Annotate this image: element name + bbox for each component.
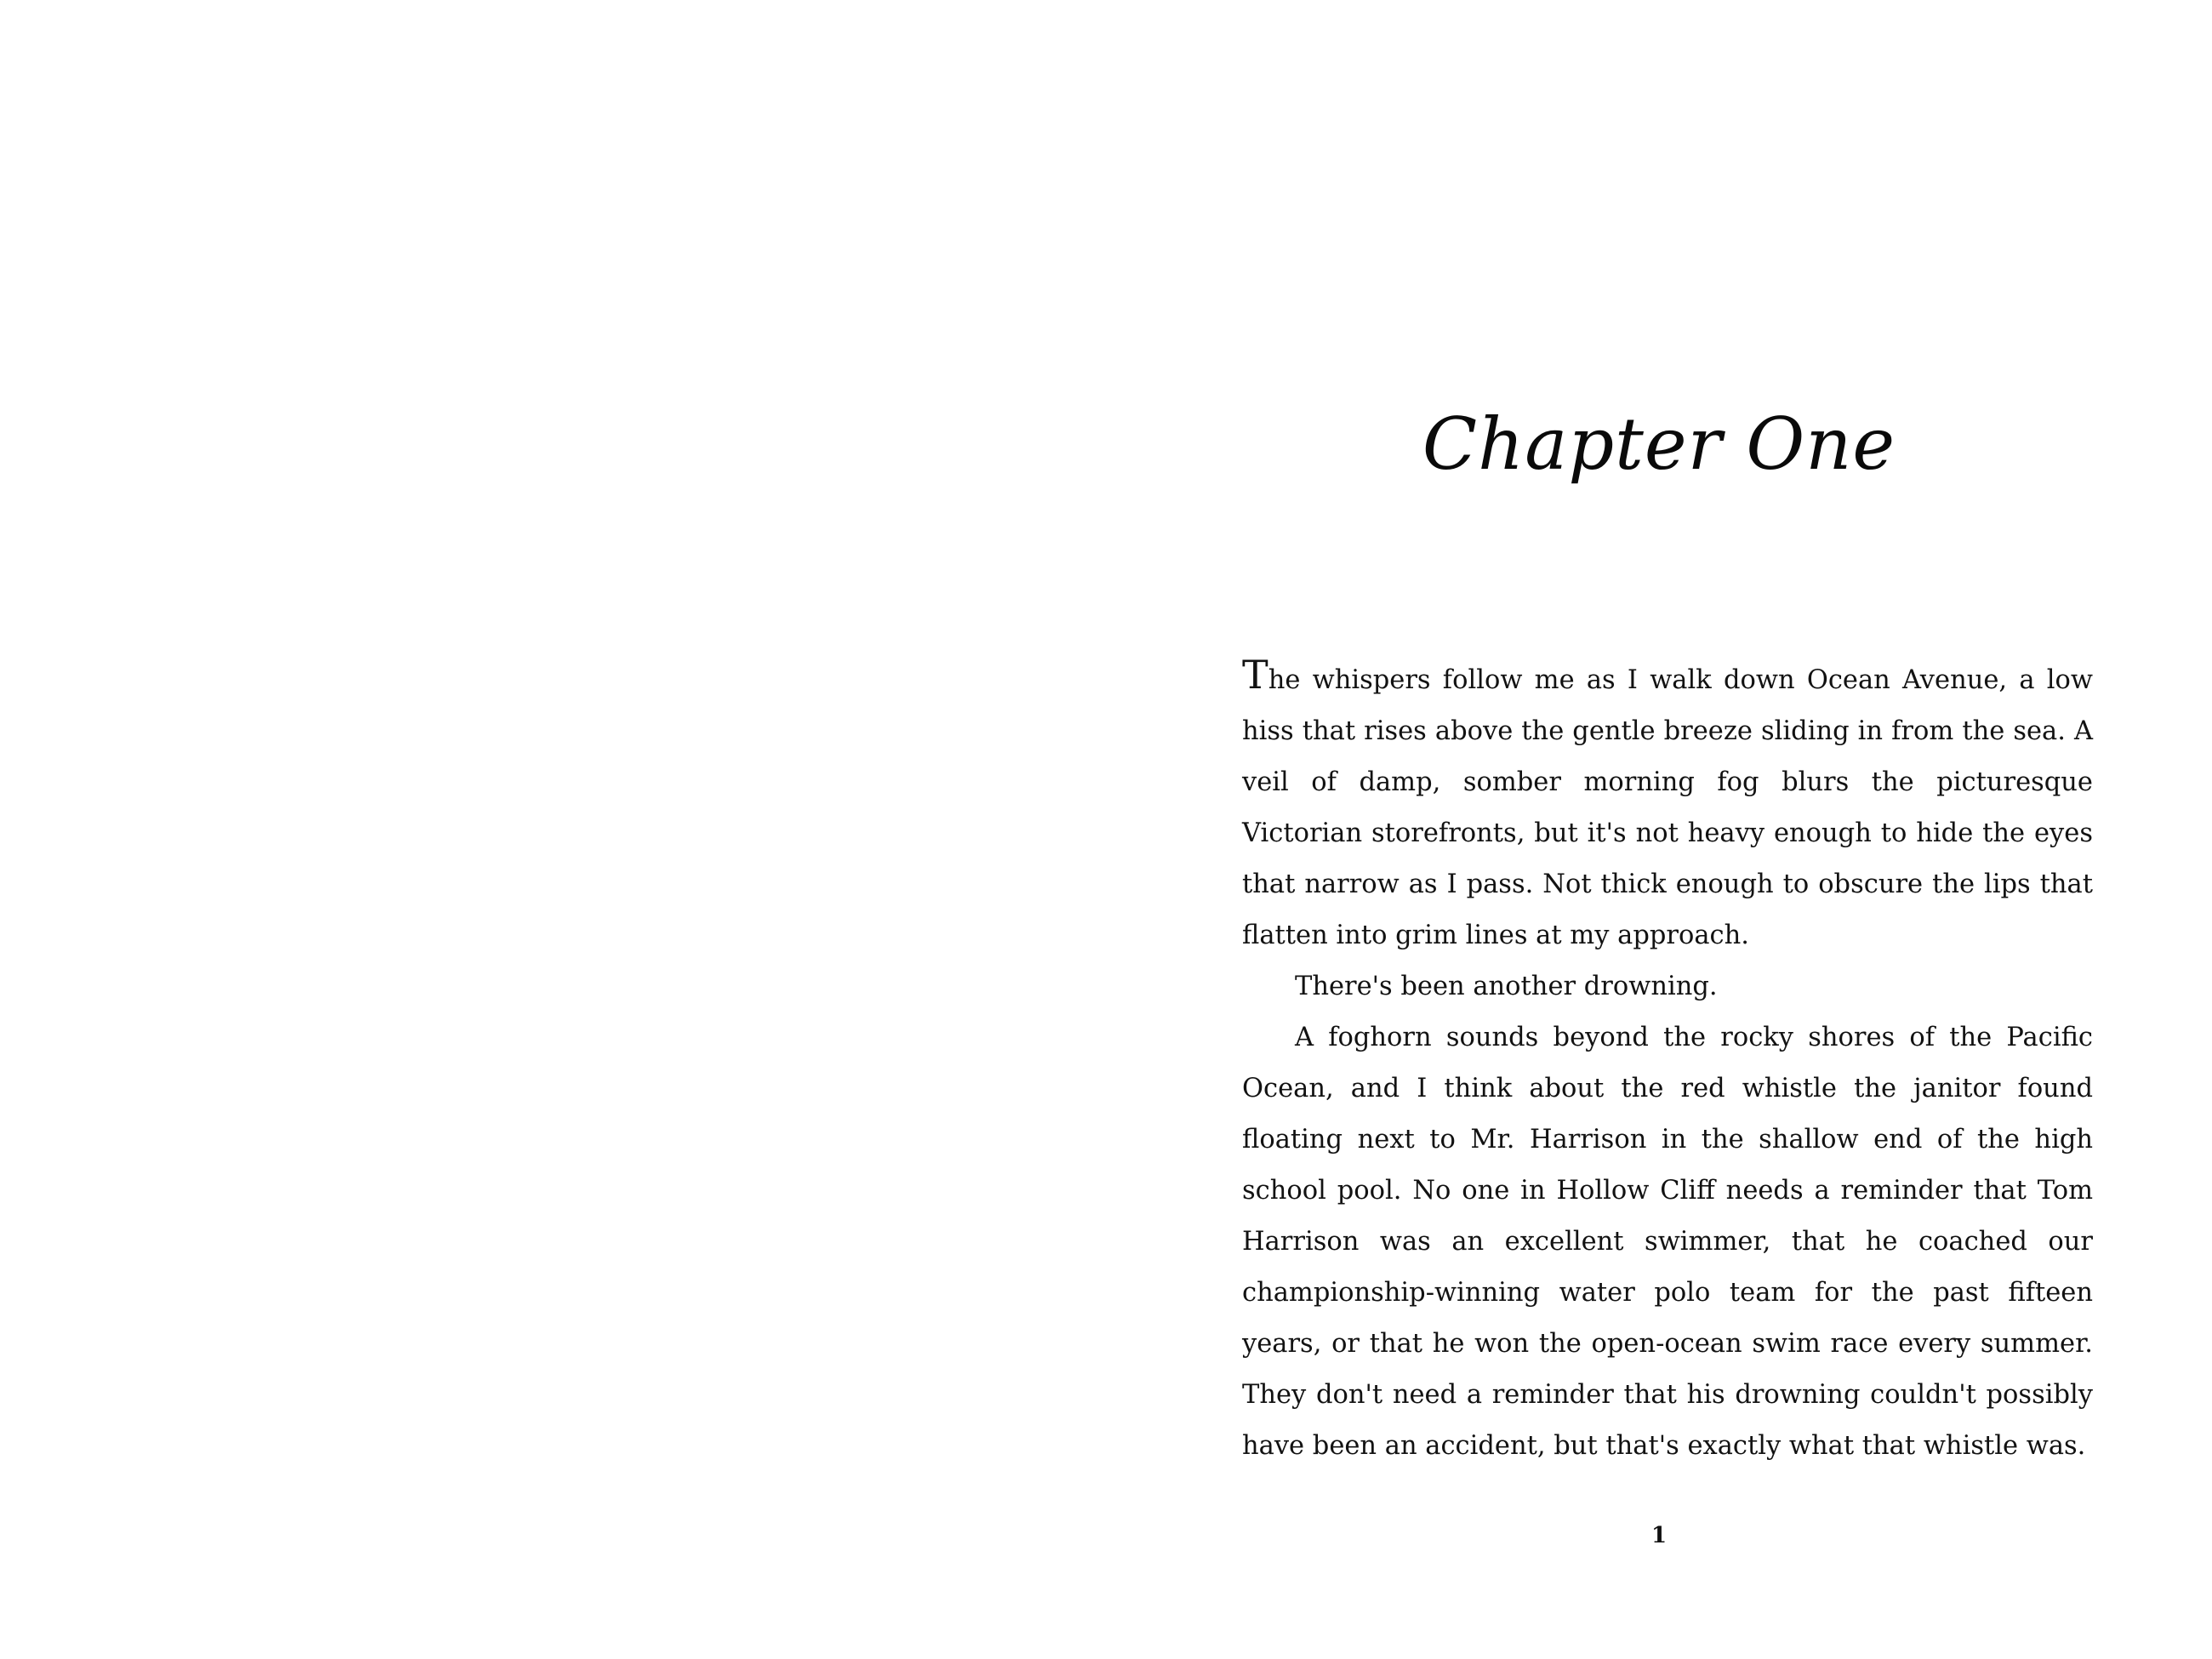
chapter-title: Chapter One [1422,402,1896,486]
body-paragraph: There's been another drowning. [1295,972,1718,1001]
body-paragraph: The whispers follow me as I walk down Ocean Avenue, a low hiss that rises above the gentle breeze sliding in from the sea. A veil of damp, somber morning fog blurs the picturesque Victorian storefronts, but it's not heavy enough to hide the eyes that narrow as I pass. Not thick enough to obscure the lips that flatten into grim lines at my approach. [1242,652,2093,950]
chapter-opening-page [1106,0,2212,1659]
chapter-body-text [1242,652,2093,1472]
page-number: 1 [1650,1523,1668,1548]
body-paragraph: A foghorn sounds beyond the rocky shores of the Pacific Ocean, and I think about the red whistle the janitor found floating next to Mr. Harrison in the shallow end of the high school pool. No one in Hollow Cliff needs a reminder that Tom Harrison was an excellent swimmer, that he coached our championship-winning water polo team for the past fifteen years, or that he won the open-ocean swim race every summer. They don't need a reminder that his drowning couldn't possibly have been an accident, but that's exactly what that whistle was. [1242,1023,2093,1461]
